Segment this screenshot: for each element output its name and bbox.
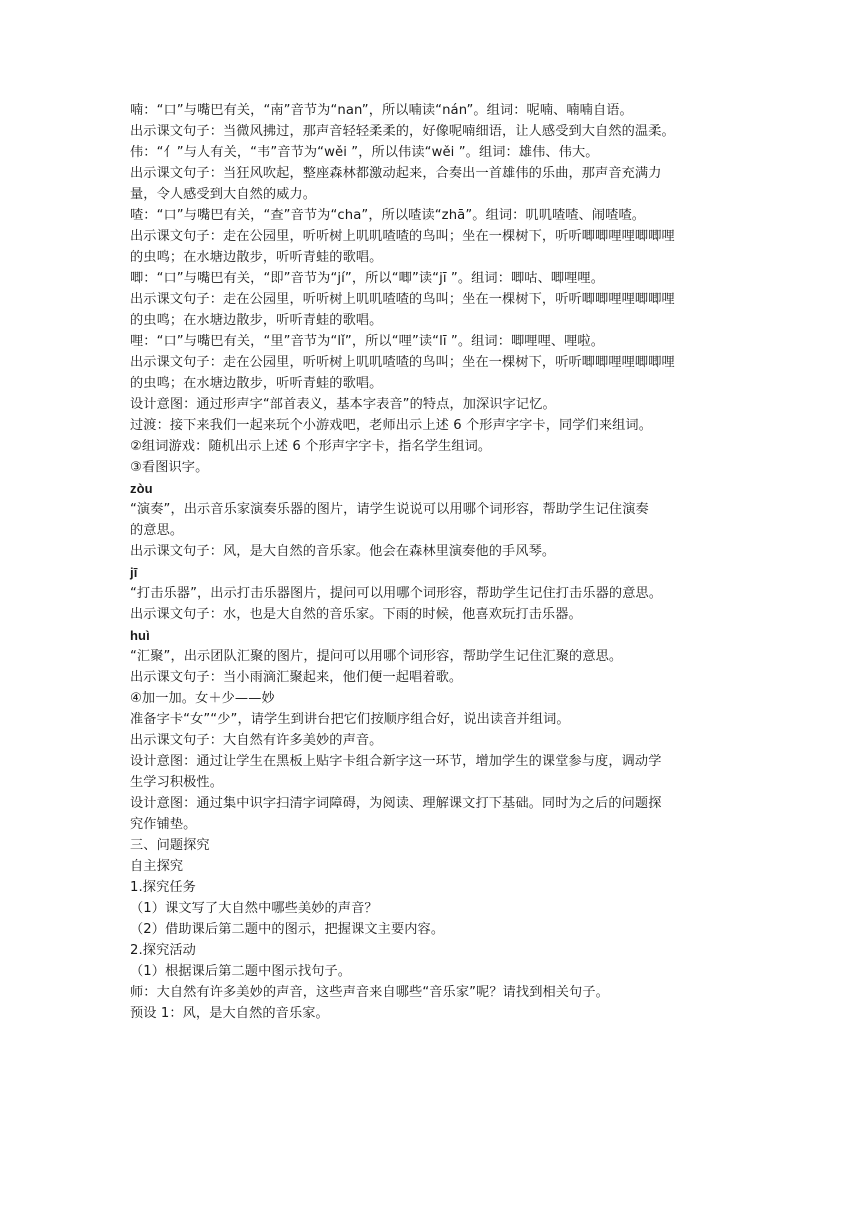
document-body [130,100,735,1024]
text-line: 出示课文句子：当狂风吹起，整座森林都激动起来，合奏出一首雄伟的乐曲，那声音充满力 [130,166,662,181]
pinyin-annotation: huì [130,628,150,643]
text-line: 出示课文句子：当微风拂过，那声音轻轻柔柔的，好像呢喃细语，让人感受到大自然的温柔。 [130,124,675,139]
text-line: 出示课文句子：当小雨滴汇聚起来，他们便一起唱着歌。 [130,670,463,685]
text-line: ④加一加。女＋少——妙 [130,691,275,706]
text-line: 出示课文句子：走在公园里，听听树上叽叽喳喳的鸟叫；坐在一棵树下，听听唧唧哩哩唧唧哩 [130,229,675,244]
text-line: 准备字卡“女”“少”，请学生到讲台把它们按顺序组合好，说出读音并组词。 [130,712,570,727]
text-line: 伟：“亻”与人有关，“韦”音节为“wěi ”，所以伟读“wěi ”。组词：雄伟、伟大。 [130,145,599,160]
text-line: 喃：“口”与嘴巴有关，“南”音节为“nan”，所以喃读“nán”。组词：呢喃、喃喃自语。 [130,103,633,118]
text-line: 生学习积极性。 [130,775,224,790]
text-line: 出示课文句子：走在公园里，听听树上叽叽喳喳的鸟叫；坐在一棵树下，听听唧唧哩哩唧唧哩 [130,355,675,370]
pinyin-annotation: zòu [130,481,153,496]
text-line: 设计意图：通过集中识字扫清字词障碍，为阅读、理解课文打下基础。同时为之后的问题探 [130,796,662,811]
text-line: 设计意图：通过形声字“部首表义，基本字表音”的特点，加深识字记忆。 [130,397,556,412]
text-line: 出示课文句子：大自然有许多美妙的声音。 [130,733,383,748]
text-line: （1）课文写了大自然中哪些美妙的声音？ [130,901,378,916]
text-line: 设计意图：通过让学生在黑板上贴字卡组合新字这一环节，增加学生的课堂参与度，调动学 [130,754,662,769]
text-line: 喳：“口”与嘴巴有关，“查”音节为“cha”，所以喳读“zhā”。组词：叽叽喳喳、闹喳喳。 [130,208,646,223]
text-line: 的虫鸣；在水塘边散步，听听青蛙的歌唱。 [130,313,383,328]
text-line: “打击乐器”，出示打击乐器图片，提问可以用哪个词形容，帮助学生记住打击乐器的意思。 [130,586,663,601]
text-line: “汇聚”，出示团队汇聚的图片，提问可以用哪个词形容，帮助学生记住汇聚的意思。 [130,649,623,664]
text-line: 预设 1：风，是大自然的音乐家。 [130,1006,329,1021]
text-line: “演奏”，出示音乐家演奏乐器的图片，请学生说说可以用哪个词形容，帮助学生记住演奏 [130,502,649,517]
text-line: 的虫鸣；在水塘边散步，听听青蛙的歌唱。 [130,250,383,265]
text-line: 过渡：接下来我们一起来玩个小游戏吧，老师出示上述 6 个形声字字卡，同学们来组词。 [130,418,652,433]
text-line: 究作铺垫。 [130,817,197,832]
text-line: 哩：“口”与嘴巴有关，“里”音节为“lǐ”，所以“哩”读“lī ”。组词：唧哩哩、哩啦。 [130,334,605,349]
text-line: （1）根据课后第二题中图示找句子。 [130,964,352,979]
text-line: 1.探究任务 [130,880,196,895]
text-line: 唧：“口”与嘴巴有关，“即”音节为“jí”，所以“唧”读“jī ”。组词：唧咕、唧哩哩。 [130,271,605,286]
text-line: 三、问题探究 [130,838,210,853]
text-line: 自主探究 [130,859,184,874]
text-line: ②组词游戏：随机出示上述 6 个形声字字卡，指名学生组词。 [130,439,492,454]
text-line: 出示课文句子：水，也是大自然的音乐家。下雨的时候，他喜欢玩打击乐器。 [130,607,582,622]
text-line: （2）借助课后第二题中的图示，把握课文主要内容。 [130,922,445,937]
text-line: 的虫鸣；在水塘边散步，听听青蛙的歌唱。 [130,376,383,391]
text-line: 出示课文句子：走在公园里，听听树上叽叽喳喳的鸟叫；坐在一棵树下，听听唧唧哩哩唧唧哩 [130,292,675,307]
text-line: 师：大自然有许多美妙的声音，这些声音来自哪些“音乐家”呢？请找到相关句子。 [130,985,609,1000]
text-line: 出示课文句子：风，是大自然的音乐家。他会在森林里演奏他的手风琴。 [130,544,556,559]
pinyin-annotation: jī [130,565,138,580]
text-line: 量，令人感受到大自然的威力。 [130,187,317,202]
text-line: 2.探究活动 [130,943,196,958]
text-line: ③看图识字。 [130,460,209,475]
text-line: 的意思。 [130,523,184,538]
